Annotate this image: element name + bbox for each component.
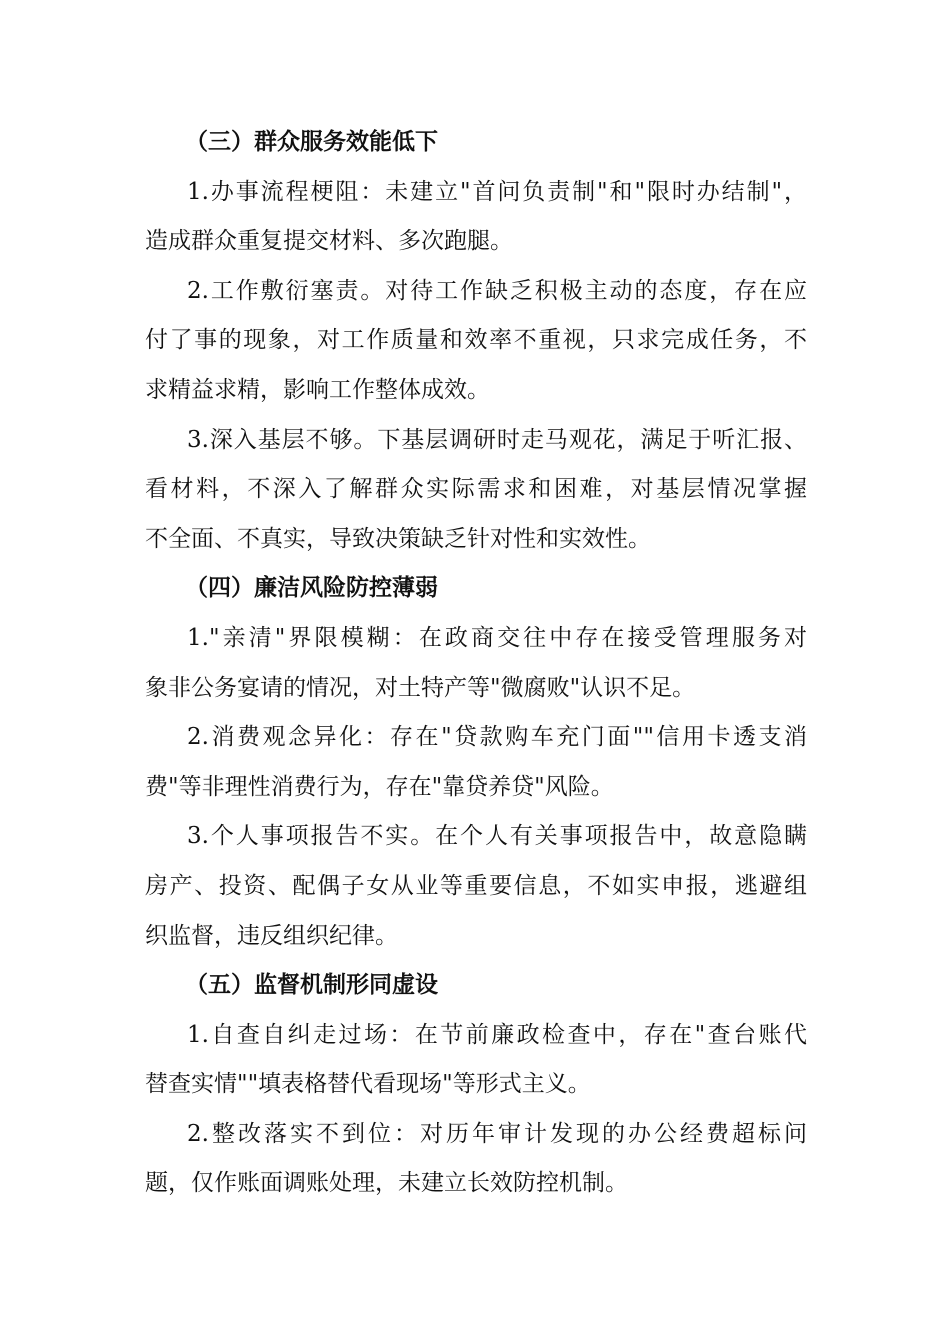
paragraph bbox=[145, 713, 807, 812]
paragraph-line: 1."亲清"界限模糊：在政商交往中存在接受管理服务对 bbox=[187, 624, 807, 651]
paragraph bbox=[145, 1110, 807, 1209]
paragraph-line: 2.工作敷衍塞责。对待工作缺乏积极主动的态度，存在应 bbox=[187, 277, 807, 304]
paragraph-line: 3.深入基层不够。下基层调研时走马观花，满足于听汇报、 bbox=[187, 426, 807, 453]
paragraph bbox=[145, 812, 807, 961]
paragraph-line: 3.个人事项报告不实。在个人有关事项报告中，故意隐瞒 bbox=[187, 823, 807, 850]
paragraph bbox=[145, 614, 807, 713]
paragraph-line: 求精益求精，影响工作整体成效。 bbox=[145, 376, 490, 403]
paragraph bbox=[145, 416, 807, 565]
section-heading: （五）监督机制形同虚设 bbox=[185, 972, 438, 999]
paragraph-line: 造成群众重复提交材料、多次跑腿。 bbox=[145, 228, 513, 255]
paragraph-line: 象非公务宴请的情况，对土特产等"微腐败"认识不足。 bbox=[145, 674, 696, 701]
paragraph bbox=[145, 1011, 807, 1110]
paragraph-line: 2.整改落实不到位：对历年审计发现的办公经费超标问 bbox=[187, 1120, 807, 1147]
paragraph-line: 替查实情""填表格替代看现场"等形式主义。 bbox=[145, 1071, 591, 1098]
paragraph bbox=[145, 267, 807, 416]
section bbox=[145, 961, 807, 1209]
section bbox=[145, 564, 807, 961]
section bbox=[145, 118, 807, 564]
section-heading: （四）廉洁风险防控薄弱 bbox=[185, 575, 438, 602]
paragraph-line: 付了事的现象，对工作质量和效率不重视，只求完成任务，不 bbox=[145, 327, 807, 354]
paragraph-line: 不全面、不真实，导致决策缺乏针对性和实效性。 bbox=[145, 525, 651, 552]
paragraph-line: 1.办事流程梗阻：未建立"首问负责制"和"限时办结制"， bbox=[187, 178, 807, 205]
paragraph-line: 看材料，不深入了解群众实际需求和困难，对基层情况掌握 bbox=[145, 476, 807, 503]
document-body bbox=[145, 118, 807, 1209]
paragraph-line: 2.消费观念异化：存在"贷款购车充门面""信用卡透支消 bbox=[187, 724, 807, 751]
paragraph-line: 费"等非理性消费行为，存在"靠贷养贷"风险。 bbox=[145, 773, 614, 800]
paragraph-line: 1.自查自纠走过场：在节前廉政检查中，存在"查台账代 bbox=[187, 1021, 807, 1048]
paragraph-line: 题，仅作账面调账处理，未建立长效防控机制。 bbox=[145, 1170, 628, 1197]
paragraph bbox=[145, 168, 807, 267]
paragraph-line: 房产、投资、配偶子女从业等重要信息，不如实申报，逃避组 bbox=[145, 872, 807, 899]
paragraph-line: 织监督，违反组织纪律。 bbox=[145, 922, 398, 949]
section-heading: （三）群众服务效能低下 bbox=[185, 129, 438, 155]
